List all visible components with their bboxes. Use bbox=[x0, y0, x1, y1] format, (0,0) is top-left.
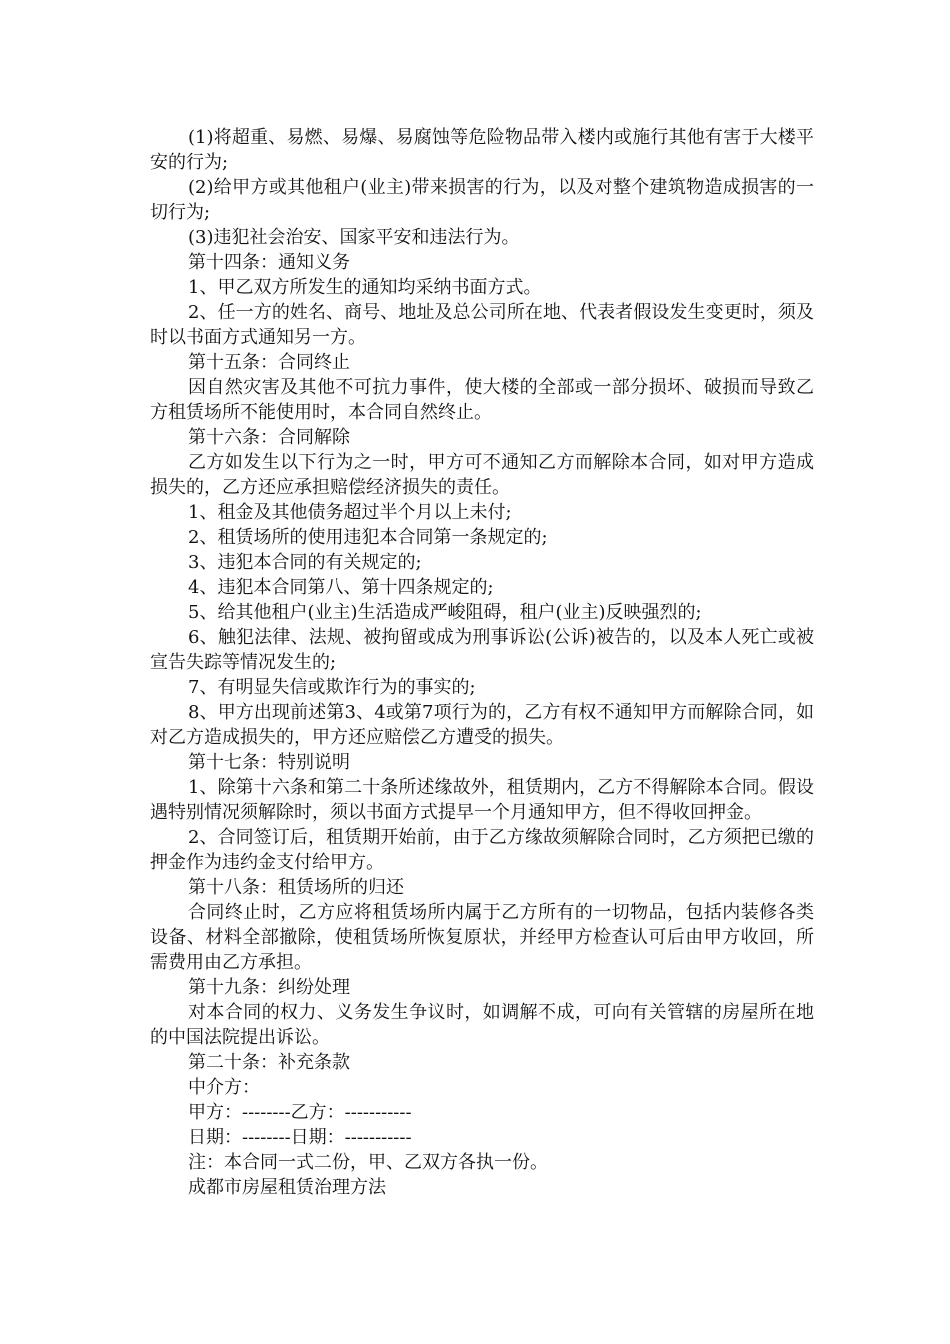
next-document-title: 成都市房屋租赁治理方法 bbox=[188, 1177, 386, 1198]
date-signature-line: 日期：--------日期：----------- bbox=[188, 1127, 412, 1148]
termination-text: 因自然灾害及其他不可抗力事件，使大楼的全部或一部分损坏、破损而导致乙方租赁场所不能使用时，本合同自然终止。 bbox=[150, 377, 814, 423]
party-signature-line: 甲方：--------乙方：----------- bbox=[188, 1102, 412, 1123]
rescission-item-2: 2、租赁场所的使用违犯本合同第一条规定的; bbox=[188, 527, 548, 548]
special-note-2: 2、合同签订后，租赁期开始前，由于乙方缘故须解除合同时，乙方须把已缴的押金作为违约金支付给甲方。 bbox=[150, 827, 814, 873]
clause-item-3: (3)违犯社会治安、国家平安和违法行为。 bbox=[188, 227, 520, 248]
section-heading-16: 第十六条：合同解除 bbox=[188, 427, 350, 448]
section-heading-19: 第十九条：纠纷处理 bbox=[188, 977, 350, 998]
rescission-intro: 乙方如发生以下行为之一时，甲方可不通知乙方而解除本合同，如对甲方造成损失的，乙方还应承担赔偿经济损失的责任。 bbox=[150, 452, 814, 498]
section-heading-17: 第十七条：特别说明 bbox=[188, 752, 350, 773]
agent-line: 中介方： bbox=[188, 1077, 260, 1098]
clause-item-2: (2)给甲方或其他租户(业主)带来损害的行为，以及对整个建筑物造成损害的一切行为; bbox=[150, 177, 814, 223]
rescission-item-8: 8、甲方出现前述第3、4或第7项行为的，乙方有权不通知甲方而解除合同，如对乙方造成损失的，甲方还应赔偿乙方遭受的损失。 bbox=[150, 702, 814, 748]
rescission-item-7: 7、有明显失信或欺诈行为的事实的; bbox=[188, 677, 476, 698]
rescission-item-3: 3、违犯本合同的有关规定的; bbox=[188, 552, 422, 573]
return-text: 合同终止时，乙方应将租赁场所内属于乙方所有的一切物品，包括内装修各类设备、材料全部撤除，使租赁场所恢复原状，并经甲方检查认可后由甲方收回，所需费用由乙方承担。 bbox=[150, 902, 814, 973]
rescission-item-6: 6、触犯法律、法规、被拘留或成为刑事诉讼(公诉)被告的，以及本人死亡或被宣告失踪等情况发生的; bbox=[150, 627, 814, 673]
rescission-item-4: 4、违犯本合同第八、第十四条规定的; bbox=[188, 577, 494, 598]
section-heading-18: 第十八条：租赁场所的归还 bbox=[188, 877, 404, 898]
section-heading-14: 第十四条：通知义务 bbox=[188, 252, 350, 273]
rescission-item-1: 1、租金及其他债务超过半个月以上未付; bbox=[188, 502, 512, 523]
dispute-text: 对本合同的权力、义务发生争议时，如调解不成，可向有关管辖的房屋所在地的中国法院提出诉讼。 bbox=[150, 1002, 814, 1048]
section-heading-20: 第二十条：补充条款 bbox=[188, 1052, 350, 1073]
copies-note: 注：本合同一式二份，甲、乙双方各执一份。 bbox=[188, 1152, 548, 1173]
section-heading-15: 第十五条：合同终止 bbox=[188, 352, 350, 373]
notice-item-1: 1、甲乙双方所发生的通知均采纳书面方式。 bbox=[188, 277, 542, 298]
notice-item-2: 2、任一方的姓名、商号、地址及总公司所在地、代表者假设发生变更时，须及时以书面方式通知另一方。 bbox=[150, 302, 814, 348]
special-note-1: 1、除第十六条和第二十条所述缘故外，租赁期内，乙方不得解除本合同。假设遇特别情况须解除时，须以书面方式提早一个月通知甲方，但不得收回押金。 bbox=[150, 777, 814, 823]
clause-item-1: (1)将超重、易燃、易爆、易腐蚀等危险物品带入楼内或施行其他有害于大楼平安的行为; bbox=[150, 127, 814, 173]
document-body bbox=[150, 125, 814, 1200]
rescission-item-5: 5、给其他租户(业主)生活造成严峻阻碍，租户(业主)反映强烈的; bbox=[188, 602, 702, 623]
